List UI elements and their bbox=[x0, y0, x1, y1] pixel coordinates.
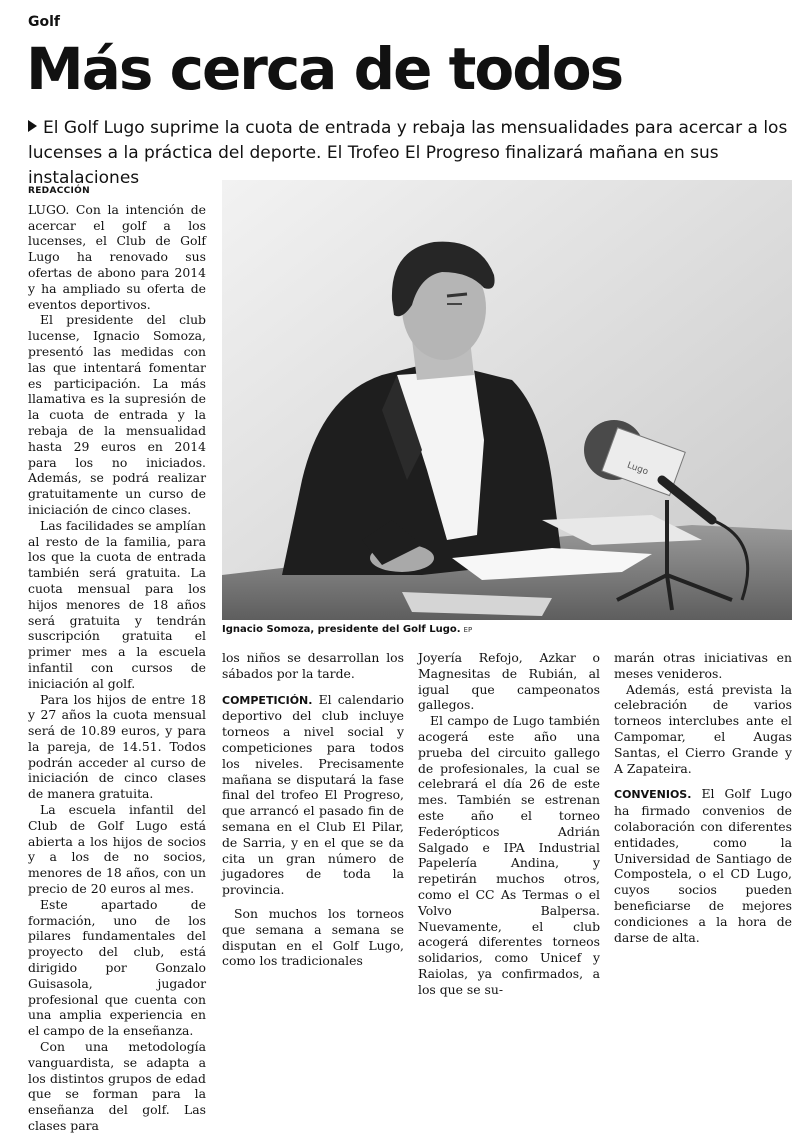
paragraph: El presidente del club lucense, Ignacio Somoza, presentó las medidas con las que intentará fomentar es participación. La más llamativa es la supresión de la cuota de entrada y la rebaja de la mensualidad hasta 29 euros en 2014 para los no iniciados. Además, se podrá realizar gratuitamente un curso de iniciación de cinco clases. bbox=[28, 312, 206, 517]
paragraph: La escuela infantil del Club de Golf Lugo está abierta a los hijos de socios y a los de no socios, menores de 18 años, con un precio de 20 euros al mes. bbox=[28, 802, 206, 897]
section-label: Golf bbox=[28, 14, 60, 30]
article-column-3 bbox=[418, 650, 600, 997]
subhead-convenios: CONVENIOS. bbox=[614, 788, 692, 802]
article-column-2 bbox=[222, 650, 404, 969]
paragraph: Son muchos los torneos que semana a semana se disputan en el Golf Lugo, como los tradicionales bbox=[222, 905, 404, 969]
paragraph: marán otras iniciativas en meses venideros. bbox=[614, 650, 792, 681]
paragraph bbox=[222, 692, 404, 898]
paragraph: El campo de Lugo también acogerá este año una prueba del circuito gallego de profesionales, la cual se celebrará el día 26 de este mes. También se estrenan este año el torneo Federópticos Adrián Salgado e IPA Industrial Papelería Andina, y repetirán muchos otros, como el CC As Termas o el Volvo Balpersa. Nuevamente, el club acogerá diferentes torneos solidarios, como Unicef y Raiolas, ya confirmados, a los que se su- bbox=[418, 713, 600, 997]
article-photo bbox=[222, 180, 792, 620]
paragraph bbox=[614, 786, 792, 945]
caption-text: Ignacio Somoza, presidente del Golf Lugo. bbox=[222, 624, 461, 635]
paragraph: LUGO. Con la intención de acercar el golf a los lucenses, el Club de Golf Lugo ha renovado sus ofertas de abono para 2014 y ha ampliado su oferta de eventos deportivos. bbox=[28, 201, 206, 312]
paragraph: Para los hijos de entre 18 y 27 años la cuota mensual será de 10.89 euros, y para la pareja, de 14.51. Todos podrán acceder al curso de iniciación de cinco clases de manera gratuita. bbox=[28, 691, 206, 802]
paragraph-text: El calendario deportivo del club incluye torneos a nivel social y competiciones para todos los niveles. Precisamente mañana se disputará la fase final del trofeo El Progreso, que arrancó el pasado fin de semana en el Club El Pilar, de Sarria, y en el que se da cita un gran número de jugadores de toda la provincia. bbox=[222, 691, 404, 898]
deck-text: El Golf Lugo suprime la cuota de entrada y rebaja las mensualidades para acercar a los lucenses a la práctica del deporte. El Trofeo El Progreso finalizará mañana en sus instalaciones bbox=[28, 118, 788, 188]
paragraph: Este apartado de formación, uno de los pilares fundamentales del proyecto del club, está dirigido por Gonzalo Guisasola, jugador profesional que cuenta con una amplia experiencia en el campo de la enseñanza. bbox=[28, 896, 206, 1039]
paragraph: Con una metodología vanguardista, se adapta a los distintos grupos de edad que se forman para la enseñanza del golf. Las clases para bbox=[28, 1039, 206, 1134]
headline: Más cerca de todos bbox=[26, 35, 623, 103]
paragraph: Además, está prevista la celebración de varios torneos interclubes ante el Campomar, el Augas Santas, el Cierro Grande y A Zapateira. bbox=[614, 681, 792, 776]
subhead-competicion: COMPETICIÓN. bbox=[222, 693, 313, 707]
paragraph: Las facilidades se amplían al resto de la familia, para los que la cuota de entrada también será gratuita. La cuota mensual para los hijos menores de 18 años será gratuita y tendrán suscripción gratuita el primer mes a la escuela infantil con cursos de iniciación al golf. bbox=[28, 517, 206, 691]
article-column-4 bbox=[614, 650, 792, 945]
paragraph: los niños se desarrollan los sábados por la tarde. bbox=[222, 650, 404, 681]
photo-caption bbox=[222, 624, 792, 635]
paragraph: Joyería Refojo, Azkar o Magnesitas de Rubián, al igual que campeonatos gallegos. bbox=[418, 650, 600, 713]
photo-credit: EP bbox=[463, 626, 473, 634]
paragraph-text: El Golf Lugo ha firmado convenios de colaboración con diferentes entidades, como la Universidad de Santiago de Compostela, o el CD Lugo, cuyos socios pueden beneficiarse de mejores condiciones a la hora de darse de alta. bbox=[614, 786, 792, 945]
triangle-bullet-icon bbox=[28, 120, 37, 132]
mic-brand-label: Lugo bbox=[625, 460, 650, 478]
photo-illustration bbox=[222, 180, 792, 620]
byline: REDACCIÓN bbox=[28, 186, 90, 196]
article-column-1 bbox=[28, 184, 206, 1134]
